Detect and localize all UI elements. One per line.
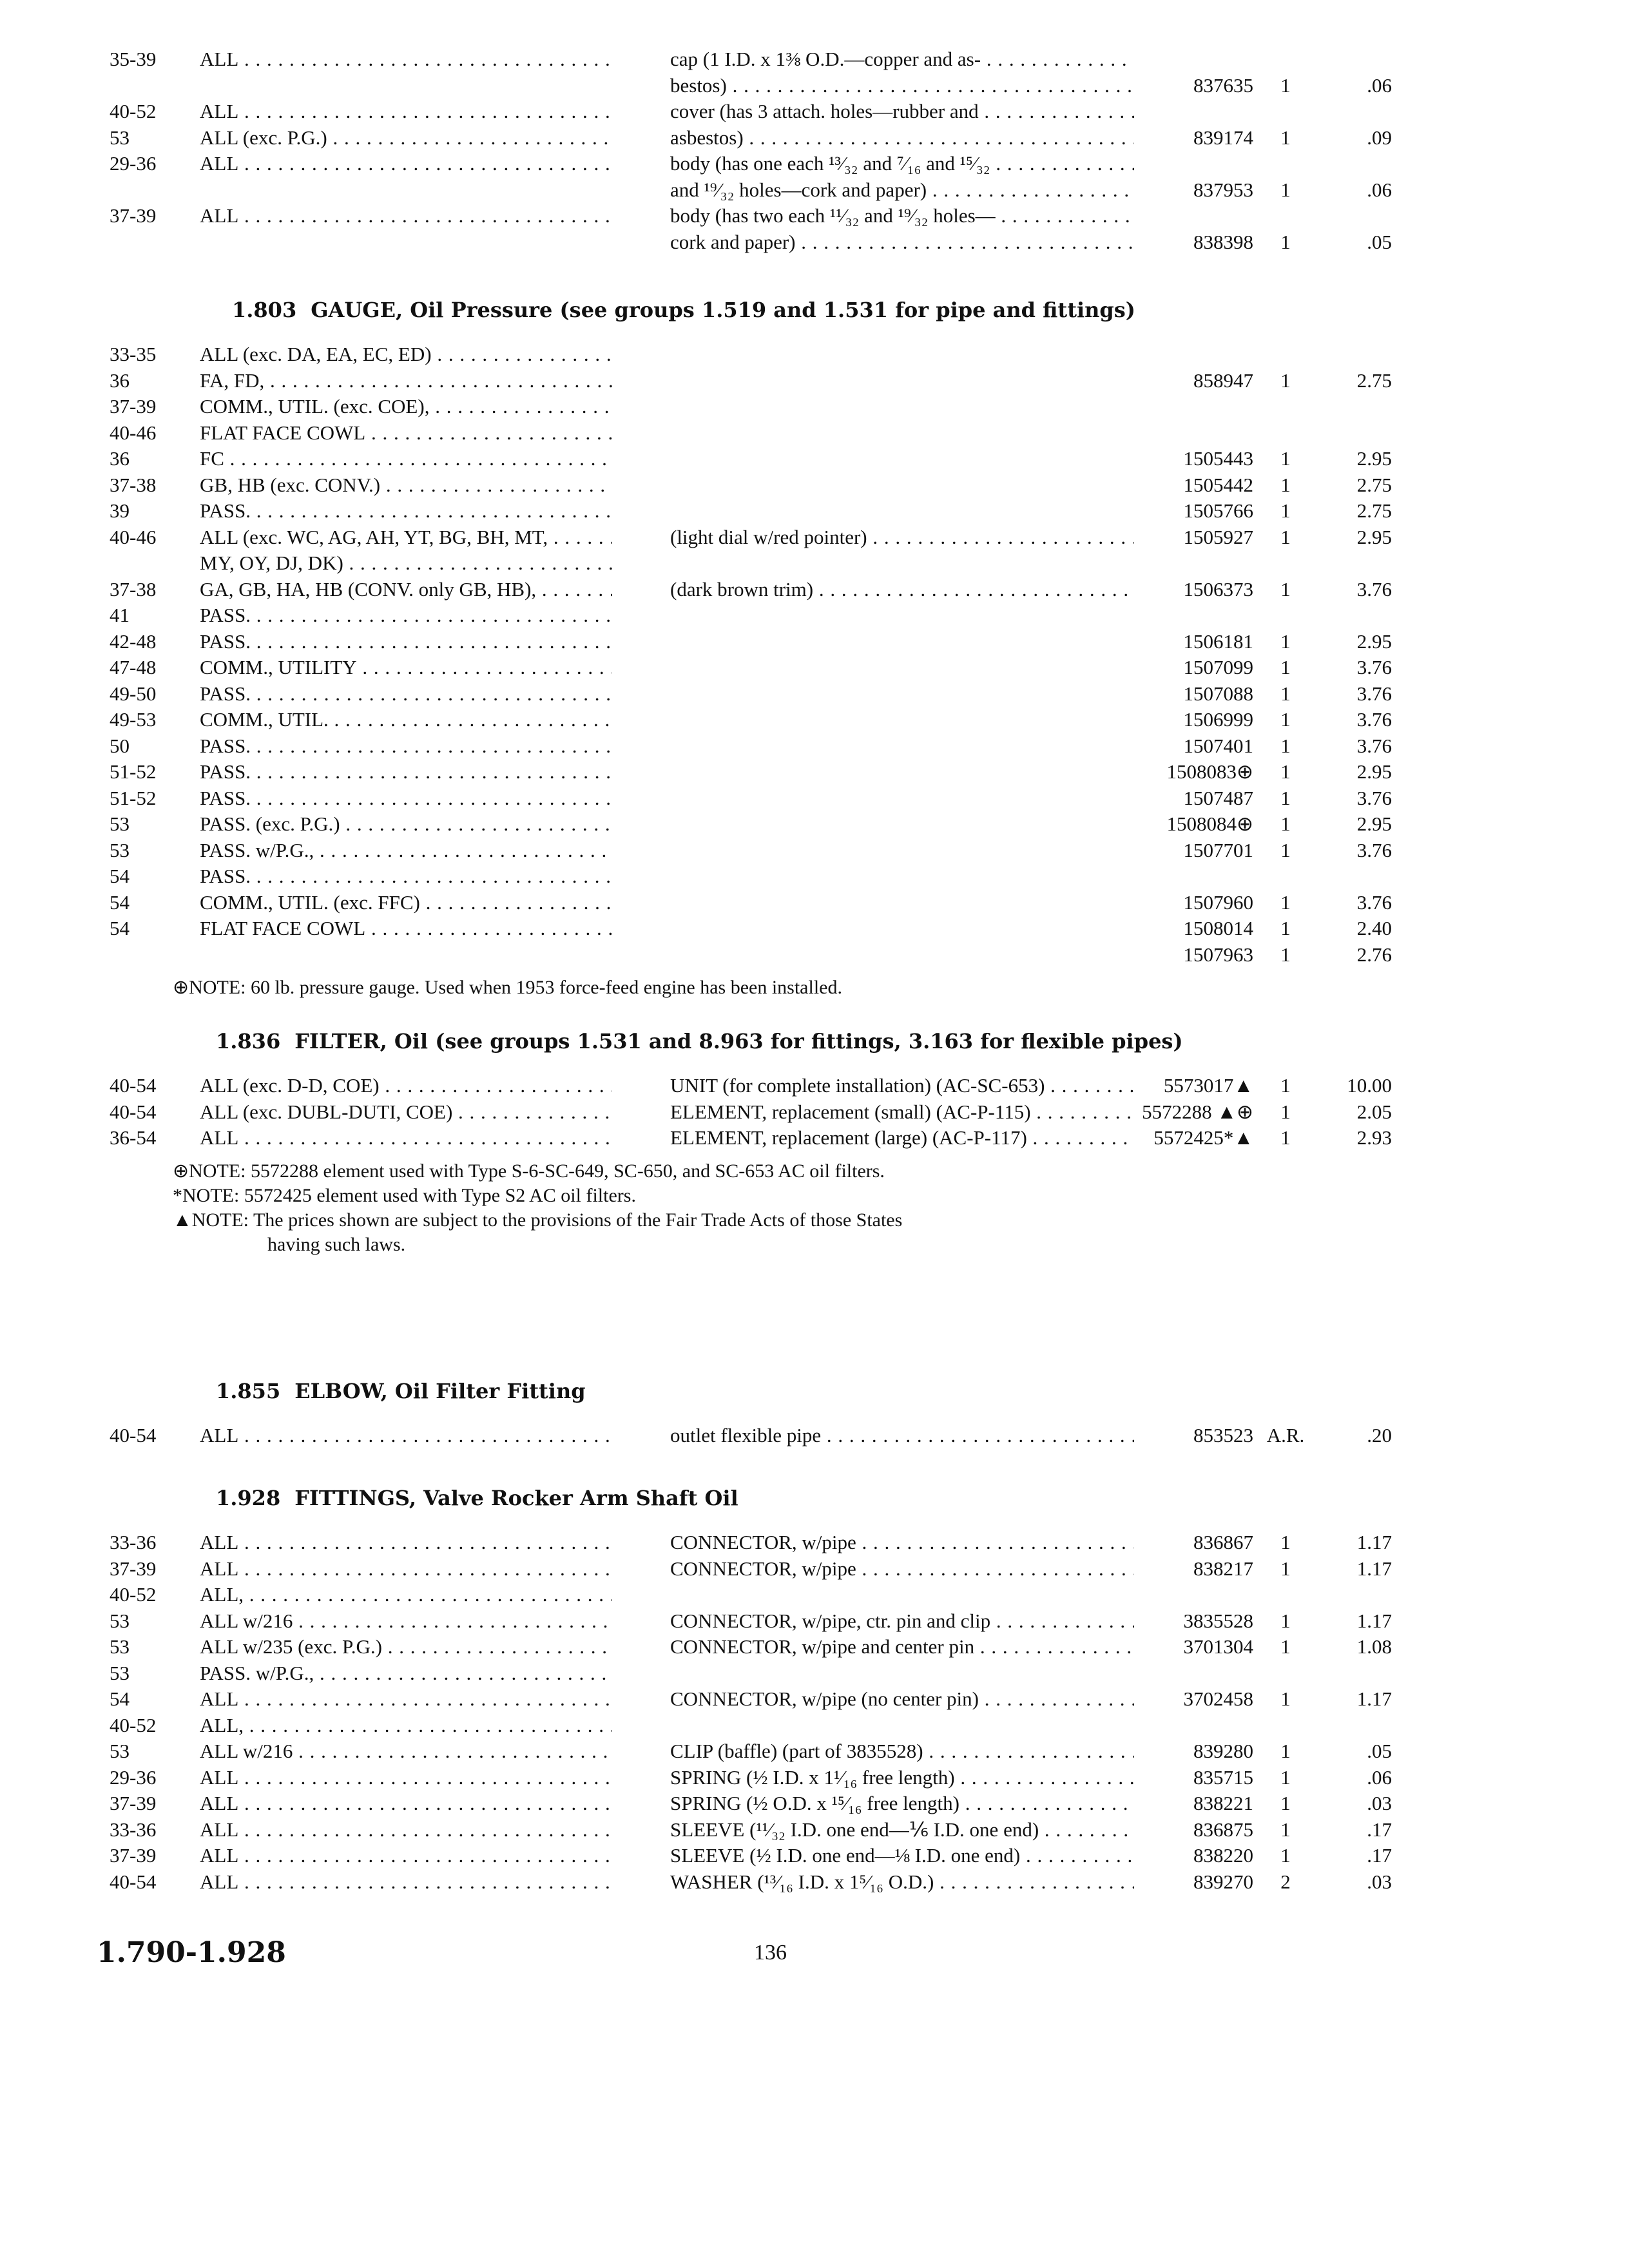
- section-range: 1.790-1.928: [97, 1936, 286, 1969]
- price: .09: [1367, 126, 1392, 149]
- quantity: 1: [1280, 734, 1291, 757]
- model-name: PASS. . . .: [200, 733, 612, 759]
- footnote: having such laws.: [267, 1233, 406, 1255]
- quantity: 1: [1280, 786, 1291, 809]
- price: 3.76: [1356, 577, 1392, 601]
- table-row: [0, 1099, 1629, 1125]
- part-number: 836875: [1193, 1818, 1253, 1841]
- part-description: ELEMENT, replacement (large) (AC-P-117) . . .: [670, 1125, 1134, 1151]
- group-number: 1.836: [216, 1029, 281, 1053]
- group-title: FITTINGS, Valve Rocker Arm Shaft Oil: [294, 1486, 738, 1510]
- model-year: 33-36: [110, 1818, 157, 1841]
- quantity: 1: [1280, 708, 1291, 731]
- quantity: 1: [1280, 126, 1291, 149]
- model-name: GA, GB, HA, HB (CONV. only GB, HB), . . .: [200, 577, 612, 602]
- model-name: PASS. . . .: [200, 863, 612, 889]
- group-number: 1.855: [216, 1379, 281, 1403]
- part-number: 839280: [1193, 1740, 1253, 1762]
- table-row: [0, 1791, 1629, 1816]
- quantity: 1: [1280, 943, 1291, 966]
- group-title: GAUGE, Oil Pressure (see groups 1.519 and 1.531 for pipe and fittings): [311, 298, 1135, 322]
- part-description: ELEMENT, replacement (small) (AC-P-115) . . .: [670, 1099, 1134, 1125]
- model-year: 51-52: [110, 786, 157, 809]
- group-number: 1.803: [232, 298, 297, 322]
- model-year: 36: [110, 369, 130, 392]
- part-description: SPRING (½ I.D. x 1¹⁄₁₆ free length) . . .: [670, 1765, 1134, 1791]
- price: 2.95: [1356, 760, 1392, 783]
- table-row: [0, 1073, 1629, 1099]
- model-name: ALL w/235 (exc. P.G.) . . .: [200, 1634, 612, 1660]
- table-row: [0, 1423, 1629, 1448]
- model-name: PASS. . . .: [200, 498, 612, 524]
- table-row: [0, 151, 1629, 177]
- part-number: 835715: [1193, 1765, 1253, 1789]
- model-name: PASS. (exc. P.G.) . . .: [200, 811, 612, 837]
- model-year: 53: [110, 1609, 130, 1632]
- part-number: 1505927: [1183, 525, 1253, 548]
- model-name: ALL . . .: [200, 46, 612, 72]
- group-title: FILTER, Oil (see groups 1.531 and 8.963 for fittings, 3.163 for flexible pipes): [294, 1029, 1183, 1053]
- quantity: 1: [1280, 629, 1291, 653]
- part-description: asbestos) . . .: [670, 125, 1134, 151]
- table-row: [0, 759, 1629, 785]
- price: 1.17: [1356, 1609, 1392, 1632]
- quantity: 1: [1280, 917, 1291, 939]
- price: 2.95: [1356, 629, 1392, 653]
- table-row: [0, 1660, 1629, 1686]
- part-number: 1505442: [1183, 473, 1253, 496]
- model-year: 37-38: [110, 577, 157, 601]
- quantity: 1: [1280, 178, 1291, 201]
- quantity: 1: [1280, 1635, 1291, 1658]
- table-row: [0, 1686, 1629, 1712]
- price: 2.76: [1356, 943, 1392, 966]
- model-year: 47-48: [110, 656, 157, 678]
- footnote: ⊕NOTE: 60 lb. pressure gauge. Used when 1953 force-feed engine has been installed.: [173, 977, 842, 998]
- model-name: ALL w/216 . . .: [200, 1738, 612, 1764]
- table-row: [0, 838, 1629, 863]
- model-year: 53: [110, 838, 130, 861]
- quantity: 1: [1280, 760, 1291, 783]
- table-row: [0, 942, 1629, 968]
- part-number: 1508083⊕: [1166, 760, 1253, 783]
- quantity: 1: [1280, 838, 1291, 861]
- model-year: 37-38: [110, 473, 157, 496]
- part-description: CLIP (baffle) (part of 3835528) . . .: [670, 1738, 1134, 1764]
- part-description: outlet flexible pipe . . .: [670, 1423, 1134, 1448]
- model-name: COMM., UTIL. . . .: [200, 707, 612, 733]
- table-row: [0, 1843, 1629, 1869]
- price: 2.95: [1356, 525, 1392, 548]
- quantity: 1: [1280, 1531, 1291, 1553]
- table-row: [0, 890, 1629, 916]
- model-year: 35-39: [110, 48, 157, 70]
- table-row: [0, 46, 1629, 72]
- part-number: 838220: [1193, 1844, 1253, 1867]
- price: 2.75: [1356, 369, 1392, 392]
- table-row: [0, 125, 1629, 151]
- model-year: 53: [110, 1635, 130, 1658]
- model-year: 40-52: [110, 1713, 157, 1736]
- quantity: 1: [1280, 1100, 1291, 1123]
- table-row: [0, 916, 1629, 941]
- model-name: ALL . . .: [200, 1423, 612, 1448]
- part-description: CONNECTOR, w/pipe . . .: [670, 1556, 1134, 1582]
- model-name: ALL . . .: [200, 99, 612, 124]
- table-row: [0, 368, 1629, 394]
- table-row: [0, 863, 1629, 889]
- model-name: ALL . . .: [200, 1530, 612, 1555]
- quantity: 1: [1280, 1074, 1291, 1097]
- table-row: [0, 1738, 1629, 1764]
- model-name: PASS. . . .: [200, 629, 612, 655]
- model-name: ALL w/216 . . .: [200, 1608, 612, 1634]
- table-row: [0, 1634, 1629, 1660]
- model-year: 40-54: [110, 1074, 157, 1097]
- price: 3.76: [1356, 734, 1392, 757]
- price: 3.76: [1356, 838, 1392, 861]
- model-year: 49-50: [110, 682, 157, 705]
- table-row: [0, 341, 1629, 367]
- part-number: 3701304: [1183, 1635, 1253, 1658]
- part-description: CONNECTOR, w/pipe, ctr. pin and clip . . .: [670, 1608, 1134, 1634]
- model-year: 53: [110, 1740, 130, 1762]
- group-title: ELBOW, Oil Filter Fitting: [294, 1379, 586, 1403]
- model-name: ALL (exc. WC, AG, AH, YT, BG, BH, MT, . . .: [200, 524, 612, 550]
- model-year: 54: [110, 890, 130, 914]
- price: 2.95: [1356, 812, 1392, 835]
- model-name: ALL . . .: [200, 1869, 612, 1895]
- model-year: 37-39: [110, 1844, 157, 1867]
- model-year: 29-36: [110, 152, 157, 175]
- part-number: 838398: [1193, 230, 1253, 253]
- part-number: 836867: [1193, 1531, 1253, 1553]
- model-year: 50: [110, 734, 130, 757]
- table-row: [0, 1582, 1629, 1608]
- part-description: SLEEVE (¹¹⁄₃₂ I.D. one end—⅙ I.D. one end) . . .: [670, 1817, 1134, 1843]
- price: .17: [1367, 1844, 1392, 1867]
- quantity: 1: [1280, 577, 1291, 601]
- part-number: 1508014: [1183, 917, 1253, 939]
- price: 2.05: [1356, 1100, 1392, 1123]
- table-row: [0, 1125, 1629, 1151]
- model-name: GB, HB (exc. CONV.) . . .: [200, 472, 612, 498]
- quantity: 1: [1280, 230, 1291, 253]
- part-number: 1507099: [1183, 656, 1253, 678]
- model-name: FC . . .: [200, 446, 612, 472]
- table-row: [0, 73, 1629, 99]
- model-name: ALL, . . .: [200, 1713, 612, 1738]
- model-year: 37-39: [110, 1792, 157, 1814]
- quantity: 2: [1280, 1870, 1291, 1893]
- model-name: FA, FD, . . .: [200, 368, 612, 394]
- part-description: (dark brown trim) . . .: [670, 577, 1134, 602]
- table-row: [0, 733, 1629, 759]
- table-row: [0, 1530, 1629, 1555]
- quantity: 1: [1280, 1557, 1291, 1580]
- table-row: [0, 177, 1629, 203]
- model-year: 53: [110, 812, 130, 835]
- price: .17: [1367, 1818, 1392, 1841]
- part-number: 1507088: [1183, 682, 1253, 705]
- model-name: ALL . . .: [200, 151, 612, 177]
- table-row: [0, 203, 1629, 229]
- part-description: and ¹⁹⁄₃₂ holes—cork and paper) . . .: [670, 177, 1134, 203]
- part-number: 1505766: [1183, 499, 1253, 522]
- part-description: bestos) . . .: [670, 73, 1134, 99]
- model-name: ALL . . .: [200, 1125, 612, 1151]
- price: 10.00: [1347, 1074, 1392, 1097]
- price: 1.17: [1356, 1557, 1392, 1580]
- price: 3.76: [1356, 682, 1392, 705]
- model-name: ALL . . .: [200, 1765, 612, 1791]
- part-number: 1507487: [1183, 786, 1253, 809]
- table-row: [0, 577, 1629, 602]
- model-name: PASS. . . .: [200, 785, 612, 811]
- part-description: cover (has 3 attach. holes—rubber and . . .: [670, 99, 1134, 124]
- model-year: 40-54: [110, 1100, 157, 1123]
- part-description: WASHER (¹³⁄₁₆ I.D. x 1⁵⁄₁₆ O.D.) . . .: [670, 1869, 1134, 1895]
- model-year: 54: [110, 865, 130, 887]
- quantity: 1: [1280, 525, 1291, 548]
- group-number: 1.928: [216, 1486, 281, 1510]
- part-number: 837953: [1193, 178, 1253, 201]
- model-year: 33-36: [110, 1531, 157, 1553]
- part-number: 838221: [1193, 1792, 1253, 1814]
- quantity: 1: [1280, 812, 1291, 835]
- group-heading: [232, 298, 1135, 322]
- price: .06: [1367, 73, 1392, 97]
- part-number: 839270: [1193, 1870, 1253, 1893]
- model-year: 40-46: [110, 525, 157, 548]
- quantity: 1: [1280, 73, 1291, 97]
- table-row: [0, 550, 1629, 576]
- part-number: 5573017▲: [1163, 1074, 1253, 1097]
- table-row: [0, 1765, 1629, 1791]
- quantity: 1: [1280, 1740, 1291, 1762]
- price: 3.76: [1356, 890, 1392, 914]
- price: 2.75: [1356, 499, 1392, 522]
- model-year: 39: [110, 499, 130, 522]
- table-row: [0, 811, 1629, 837]
- model-year: 37-39: [110, 395, 157, 418]
- model-name: ALL . . .: [200, 1843, 612, 1869]
- price: 3.76: [1356, 708, 1392, 731]
- part-number: 839174: [1193, 126, 1253, 149]
- price: .06: [1367, 178, 1392, 201]
- table-row: [0, 681, 1629, 707]
- model-name: ALL . . .: [200, 203, 612, 229]
- model-name: MY, OY, DJ, DK) . . .: [200, 550, 612, 576]
- model-name: FLAT FACE COWL . . .: [200, 916, 612, 941]
- table-row: [0, 524, 1629, 550]
- quantity: 1: [1280, 1765, 1291, 1789]
- model-name: ALL (exc. P.G.) . . .: [200, 125, 612, 151]
- table-row: [0, 629, 1629, 655]
- part-number: 1507963: [1183, 943, 1253, 966]
- quantity: 1: [1280, 1687, 1291, 1710]
- table-row: [0, 99, 1629, 124]
- price: .03: [1367, 1870, 1392, 1893]
- group-heading: [216, 1486, 738, 1510]
- part-number: 1506373: [1183, 577, 1253, 601]
- part-number: 853523: [1193, 1424, 1253, 1446]
- model-name: PASS. . . .: [200, 602, 612, 628]
- price: .03: [1367, 1792, 1392, 1814]
- model-name: ALL . . .: [200, 1686, 612, 1712]
- footnote: ⊕NOTE: 5572288 element used with Type S-6-SC-649, SC-650, and SC-653 AC oil filters.: [173, 1160, 885, 1182]
- model-name: COMM., UTIL. (exc. FFC) . . .: [200, 890, 612, 916]
- part-number: 5572288 ▲⊕: [1142, 1100, 1253, 1123]
- price: 1.17: [1356, 1687, 1392, 1710]
- model-name: PASS. . . .: [200, 759, 612, 785]
- part-description: CONNECTOR, w/pipe (no center pin) . . .: [670, 1686, 1134, 1712]
- model-year: 40-54: [110, 1870, 157, 1893]
- model-year: 53: [110, 1661, 130, 1684]
- model-year: 40-54: [110, 1424, 157, 1446]
- part-number: 837635: [1193, 73, 1253, 97]
- model-name: ALL . . .: [200, 1556, 612, 1582]
- price: 2.40: [1356, 917, 1392, 939]
- model-year: 40-52: [110, 100, 157, 122]
- model-name: COMM., UTIL. (exc. COE), . . .: [200, 394, 612, 419]
- table-row: [0, 602, 1629, 628]
- quantity: 1: [1280, 890, 1291, 914]
- model-year: 51-52: [110, 760, 157, 783]
- part-number: 1506999: [1183, 708, 1253, 731]
- table-row: [0, 446, 1629, 472]
- model-name: ALL (exc. D-D, COE) . . .: [200, 1073, 612, 1099]
- part-number: 838217: [1193, 1557, 1253, 1580]
- model-year: 29-36: [110, 1765, 157, 1789]
- model-year: 33-35: [110, 343, 157, 365]
- model-year: 40-46: [110, 421, 157, 444]
- part-description: SLEEVE (½ I.D. one end—⅛ I.D. one end) . . .: [670, 1843, 1134, 1869]
- table-row: [0, 229, 1629, 255]
- model-name: ALL (exc. DUBL-DUTI, COE) . . .: [200, 1099, 612, 1125]
- footnote: *NOTE: 5572425 element used with Type S2 AC oil filters.: [173, 1184, 636, 1206]
- model-year: 36: [110, 447, 130, 470]
- part-description: CONNECTOR, w/pipe . . .: [670, 1530, 1134, 1555]
- model-year: 36-54: [110, 1126, 157, 1149]
- model-year: 54: [110, 917, 130, 939]
- part-number: 1507401: [1183, 734, 1253, 757]
- price: .20: [1367, 1424, 1392, 1446]
- part-number: 3702458: [1183, 1687, 1253, 1710]
- model-year: 49-53: [110, 708, 157, 731]
- model-year: 37-39: [110, 204, 157, 227]
- page-number: 136: [754, 1941, 787, 1965]
- part-number: 3835528: [1183, 1609, 1253, 1632]
- model-year: 41: [110, 604, 130, 626]
- table-row: [0, 1713, 1629, 1738]
- model-name: ALL, . . .: [200, 1582, 612, 1608]
- group-heading: [216, 1029, 1183, 1053]
- model-name: FLAT FACE COWL . . .: [200, 420, 612, 446]
- table-row: [0, 707, 1629, 733]
- model-name: ALL (exc. DA, EA, EC, ED) . . .: [200, 341, 612, 367]
- model-name: PASS. w/P.G., . . .: [200, 838, 612, 863]
- model-name: PASS. . . .: [200, 681, 612, 707]
- price: 2.75: [1356, 473, 1392, 496]
- model-year: 42-48: [110, 629, 157, 653]
- part-description: cap (1 I.D. x 1⅜ O.D.—copper and as- . . .: [670, 46, 1134, 72]
- quantity: A.R.: [1266, 1424, 1305, 1446]
- model-year: 54: [110, 1687, 130, 1710]
- table-row: [0, 655, 1629, 680]
- price: 3.76: [1356, 656, 1392, 678]
- price: .06: [1367, 1765, 1392, 1789]
- footnote: ▲NOTE: The prices shown are subject to the provisions of the Fair Trade Acts of those States: [173, 1209, 903, 1231]
- table-row: [0, 498, 1629, 524]
- part-number: 1507960: [1183, 890, 1253, 914]
- table-row: [0, 420, 1629, 446]
- model-year: 53: [110, 126, 130, 149]
- price: 1.08: [1356, 1635, 1392, 1658]
- part-description: cork and paper) . . .: [670, 229, 1134, 255]
- part-description: (light dial w/red pointer) . . .: [670, 524, 1134, 550]
- price: .05: [1367, 1740, 1392, 1762]
- price: 1.17: [1356, 1531, 1392, 1553]
- quantity: 1: [1280, 1126, 1291, 1149]
- part-number: 1506181: [1183, 629, 1253, 653]
- table-row: [0, 1608, 1629, 1634]
- quantity: 1: [1280, 1609, 1291, 1632]
- table-row: [0, 394, 1629, 419]
- part-description: CONNECTOR, w/pipe and center pin . . .: [670, 1634, 1134, 1660]
- model-year: 37-39: [110, 1557, 157, 1580]
- part-description: body (has one each ¹³⁄₃₂ and ⁷⁄₁₆ and ¹⁵⁄₃₂ . . .: [670, 151, 1134, 177]
- table-row: [0, 785, 1629, 811]
- model-name: ALL . . .: [200, 1817, 612, 1843]
- quantity: 1: [1280, 1818, 1291, 1841]
- quantity: 1: [1280, 1792, 1291, 1814]
- part-description: UNIT (for complete installation) (AC-SC-653) . . .: [670, 1073, 1134, 1099]
- price: .05: [1367, 230, 1392, 253]
- quantity: 1: [1280, 682, 1291, 705]
- table-row: [0, 1556, 1629, 1582]
- price: 2.93: [1356, 1126, 1392, 1149]
- model-year: 40-52: [110, 1583, 157, 1606]
- group-heading: [216, 1379, 586, 1403]
- part-description: body (has two each ¹¹⁄₃₂ and ¹⁹⁄₃₂ holes— . . .: [670, 203, 1134, 229]
- price: 2.95: [1356, 447, 1392, 470]
- table-row: [0, 1869, 1629, 1895]
- part-description: SPRING (½ O.D. x ¹⁵⁄₁₆ free length) . . .: [670, 1791, 1134, 1816]
- quantity: 1: [1280, 656, 1291, 678]
- part-number: 5572425*▲: [1153, 1126, 1253, 1149]
- price: 3.76: [1356, 786, 1392, 809]
- table-row: [0, 1817, 1629, 1843]
- part-number: 1508084⊕: [1166, 812, 1253, 835]
- quantity: 1: [1280, 369, 1291, 392]
- table-row: [0, 472, 1629, 498]
- model-name: ALL . . .: [200, 1791, 612, 1816]
- part-number: 1505443: [1183, 447, 1253, 470]
- quantity: 1: [1280, 473, 1291, 496]
- model-name: PASS. w/P.G., . . .: [200, 1660, 612, 1686]
- quantity: 1: [1280, 447, 1291, 470]
- quantity: 1: [1280, 499, 1291, 522]
- quantity: 1: [1280, 1844, 1291, 1867]
- part-number: 1507701: [1183, 838, 1253, 861]
- part-number: 858947: [1193, 369, 1253, 392]
- model-name: COMM., UTILITY . . .: [200, 655, 612, 680]
